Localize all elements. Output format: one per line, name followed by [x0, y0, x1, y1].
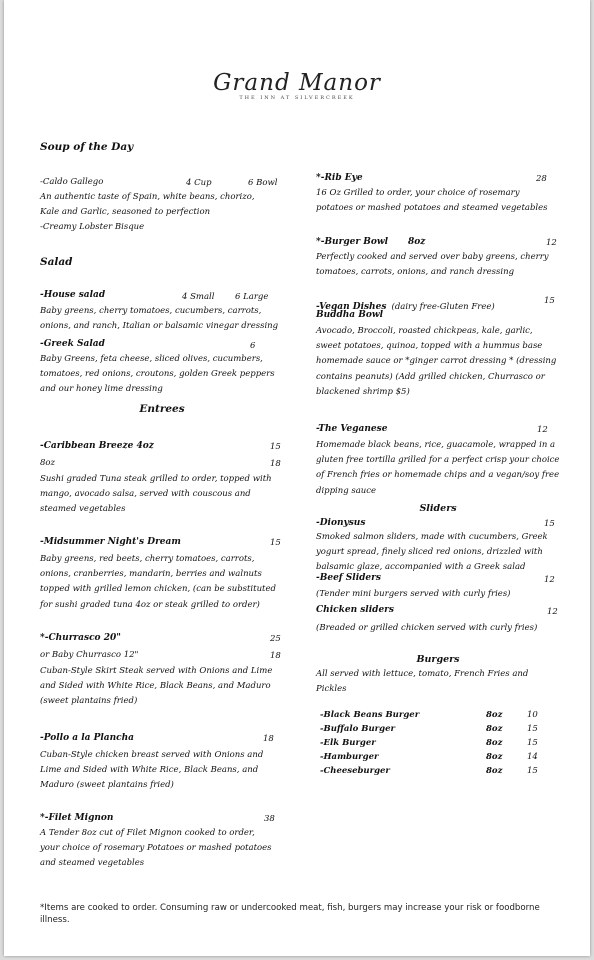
midsummer-description: Baby greens, red beets, cherry tomatoes, carrots, onions, cranberries, mandarin, berries and walnuts topped with grilled lemon chicken, (can be substituted for sushi graded tuna 4oz or steak grilled to order) — [40, 554, 276, 610]
vegan-dishes-note: (dairy free-Gluten Free) — [391, 302, 495, 312]
chicken-sliders-description: (Breaded or grilled chicken served with curly fries) — [316, 623, 538, 633]
churrasco-price: 25 — [270, 634, 281, 644]
burger-row: -Buffalo Burger 8oz 15 — [320, 724, 538, 734]
burger-row: -Elk Burger 8oz 15 — [320, 738, 538, 748]
soup-item-bisque: -Creamy Lobster Bisque — [40, 222, 145, 233]
chicken-sliders-name: Chicken sliders — [316, 605, 394, 615]
restaurant-logo-subtitle: THE INN AT SILVERCREEK — [239, 95, 355, 101]
churrasco-name: *-Churrasco 20" — [40, 633, 121, 643]
midsummer-price: 15 — [270, 538, 281, 548]
chicken-sliders-price: 12 — [547, 607, 558, 617]
burger-bowl-description: Perfectly cooked and served over baby greens, cherry tomatoes, carrots, onions, and ranch dressing — [316, 252, 549, 278]
dionysus-description: Smoked salmon sliders, made with cucumbers, Greek yogurt spread, finely sliced red onions, drizzled with balsamic glaze, accompanied with a Greek salad — [316, 532, 548, 573]
greek-salad-price: 6 — [250, 341, 256, 351]
buddha-bowl-name: Buddha Bowl — [316, 310, 384, 320]
caribbean-breeze-size-8oz: 8oz — [40, 458, 56, 468]
soup-heading: Soup of the Day — [40, 141, 134, 153]
veganese-description: Homemade black beans, rice, guacamole, wrapped in a gluten free tortilla grilled for a perfect crisp your choice of French fries or homemade chips and a vegan/soy free dipping sauce — [316, 440, 560, 496]
burger-bowl-name: *-Burger Bowl — [316, 237, 389, 247]
burger-bowl-price: 12 — [546, 238, 557, 248]
burger-row: -Hamburger 8oz 14 — [320, 752, 538, 762]
filet-mignon-price: 38 — [264, 814, 275, 824]
dionysus-price: 15 — [544, 519, 555, 529]
soup-description: An authentic taste of Spain, white beans, chorizo, Kale and Garlic, seasoned to perfection -Creamy Lobster Bisque — [40, 190, 284, 236]
veganese-name: -The Veganese — [316, 424, 388, 434]
restaurant-logo: Grand Manor — [213, 70, 381, 96]
soup-cup-price: 4 Cup — [186, 178, 212, 188]
baby-churrasco-price: 18 — [270, 651, 281, 661]
burger-bowl-size: 8oz — [408, 237, 426, 247]
rib-eye-price: 28 — [536, 174, 547, 184]
churrasco-description: Cuban-Style Skirt Steak served with Onions and Lime and Sided with White Rice, Black Beans, and Maduro (sweet plantains fried) — [40, 666, 273, 707]
beef-sliders-description: (Tender mini burgers served with curly fries) — [316, 589, 511, 599]
vegan-dishes-name: -Vegan Dishes — [316, 302, 387, 312]
pollo-plancha-price: 18 — [263, 734, 274, 744]
soup-item-caldo: -Caldo Gallego — [40, 177, 104, 187]
veganese-price: 12 — [537, 425, 548, 435]
baby-churrasco-name: or Baby Churrasco 12" — [40, 650, 139, 660]
vegan-dishes-description: Avocado, Broccoli, roasted chickpeas, kale, garlic, sweet potatoes, quinoa, topped with a hummus base homemade sauce or *ginger carrot dressing * (dressing contains peanuts) (Add grilled chicken, Churrasco or blackened shrimp $5) — [316, 326, 557, 397]
sliders-heading: Sliders — [419, 503, 457, 514]
burgers-description: All served with lettuce, tomato, French Fries and Pickles — [316, 669, 529, 695]
vegan-dishes-price: 15 — [544, 296, 555, 306]
pollo-plancha-name: -Pollo a la Plancha — [40, 733, 135, 743]
midsummer-name: -Midsummer Night's Dream — [40, 537, 181, 547]
burger-row: -Cheeseburger 8oz 15 — [320, 766, 538, 776]
house-salad-description: Baby greens, cherry tomatoes, cucumbers, carrots, onions, and ranch, Italian or balsamic vinegar dressing — [40, 306, 279, 332]
salad-heading: Salad — [40, 256, 73, 268]
caribbean-breeze-price-8oz: 18 — [270, 459, 281, 469]
caribbean-breeze-price-4oz: 15 — [270, 442, 281, 452]
house-salad-name: -House salad — [40, 290, 106, 300]
burger-row: -Black Beans Burger 8oz 10 — [320, 710, 538, 720]
food-safety-disclaimer: *Items are cooked to order. Consuming raw or undercooked meat, fish, burgers may increase your risk or foodborne illness. — [40, 903, 540, 925]
burger-list — [316, 710, 560, 780]
greek-salad-description: Baby Greens, feta cheese, sliced olives, cucumbers, tomatoes, red onions, croutons, golden Greek peppers and our honey lime dressing — [40, 354, 275, 395]
rib-eye-description: 16 Oz Grilled to order, your choice of rosemary potatoes or mashed potatoes and steamed vegetables — [316, 188, 548, 214]
pollo-plancha-description: Cuban-Style chicken breast served with Onions and Lime and Sided with White Rice, Black Beans, and Maduro (sweet plantains fried) — [40, 750, 264, 791]
caribbean-breeze-description: Sushi graded Tuna steak grilled to order, topped with mango, avocado salsa, served with couscous and steamed vegetables — [40, 474, 272, 515]
house-salad-large-price: 6 Large — [235, 292, 269, 302]
burgers-heading: Burgers — [416, 654, 460, 665]
beef-sliders-price: 12 — [544, 575, 555, 585]
entrees-heading: Entrees — [139, 403, 185, 415]
menu-page — [4, 0, 590, 956]
dionysus-name: -Dionysus — [316, 518, 366, 528]
rib-eye-name: *-Rib Eye — [316, 173, 363, 183]
house-salad-small-price: 4 Small — [182, 292, 215, 302]
greek-salad-name: -Greek Salad — [40, 339, 105, 349]
filet-mignon-name: *-Filet Mignon — [40, 813, 114, 823]
soup-bowl-price: 6 Bowl — [248, 178, 278, 188]
caribbean-breeze-name: -Caribbean Breeze 4oz — [40, 441, 154, 451]
filet-mignon-description: A Tender 8oz cut of Filet Mignon cooked to order, your choice of rosemary Potatoes or mashed potatoes and steamed vegetables — [40, 828, 272, 869]
beef-sliders-name: -Beef Sliders — [316, 573, 381, 583]
